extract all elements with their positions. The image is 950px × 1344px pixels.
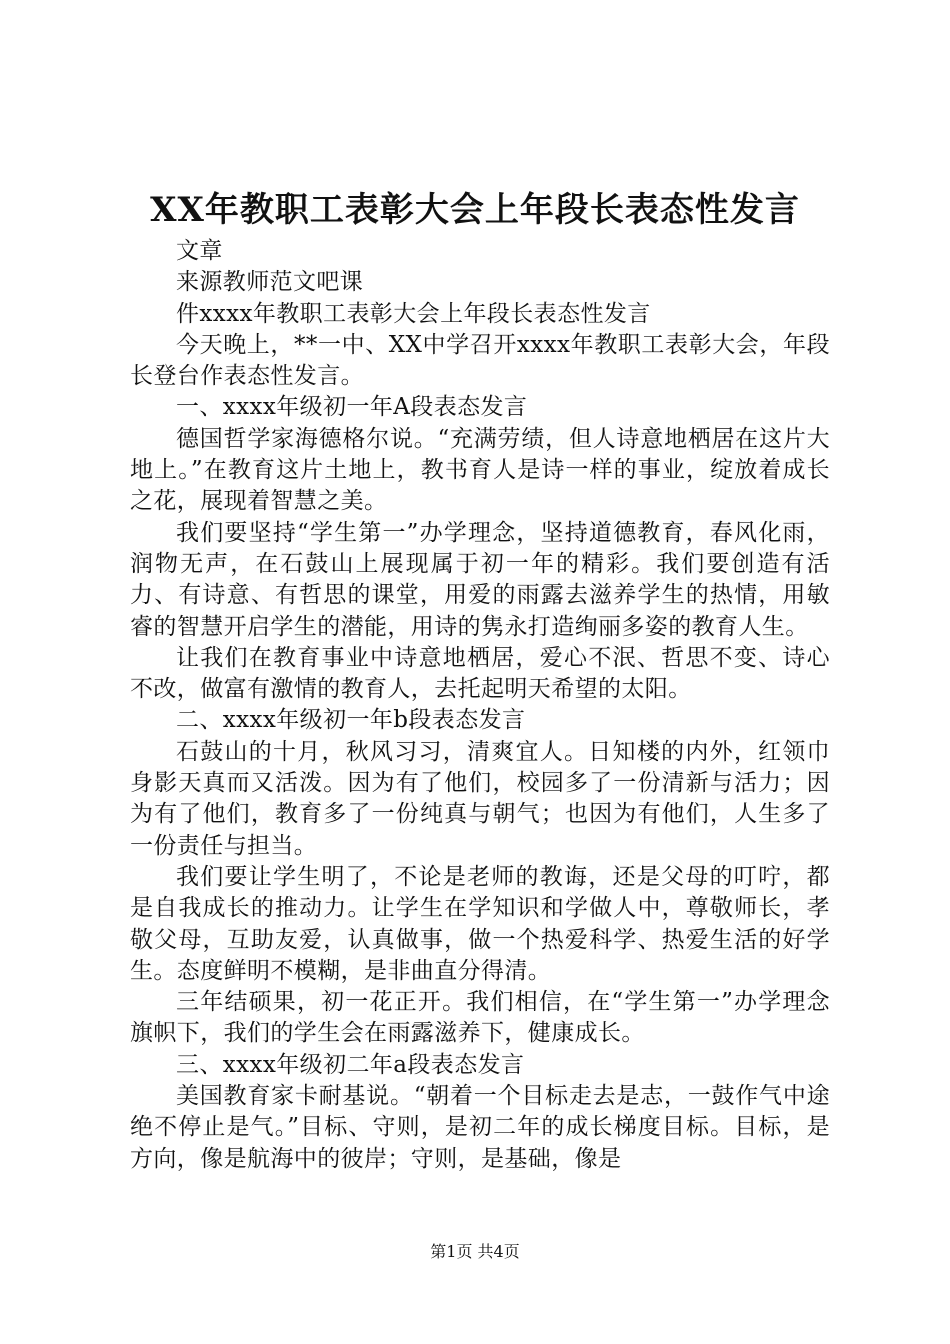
- paragraph: 我们要坚持“学生第一”办学理念，坚持道德教育，春风化雨，润物无声，在石鼓山上展现属于初一年的精彩。我们要创造有活力、有诗意、有哲思的课堂，用爱的雨露去滋养学生的热情，用敏睿的智慧开启学生的潜能，用诗的隽永打造绚丽多姿的教育人生。: [130, 519, 830, 640]
- paragraph: 我们要让学生明了，不论是老师的教诲，还是父母的叮咛，都是自我成长的推动力。让学生在学知识和学做人中，尊敬师长，孝敬父母，互助友爱，认真做事，做一个热爱科学、热爱生活的好学生。态度鲜明不模糊，是非曲直分得清。: [130, 863, 830, 984]
- paragraph: 石鼓山的十月，秋风习习，清爽宜人。日知楼的内外，红领巾身影天真而又活泼。因为有了他们，校园多了一份清新与活力；因为有了他们，教育多了一份纯真与朝气；也因为有他们，人生多了一份责任与担当。: [130, 738, 830, 859]
- paragraph: 来源教师范文吧课: [176, 269, 364, 296]
- paragraph: 今天晚上，**一中、XX中学召开xxxx年教职工表彰大会，年段长登台作表态性发言。: [130, 331, 830, 390]
- document-title: XX年教职工表彰大会上年段长表态性发言: [150, 190, 800, 230]
- paragraph: 美国教育家卡耐基说。“朝着一个目标走去是志，一鼓作气中途绝不停止是气。”目标、守则，是初二年的成长梯度目标。目标，是方向，像是航海中的彼岸；守则，是基础，像是: [130, 1083, 830, 1172]
- paragraph: 德国哲学家海德格尔说。“充满劳绩，但人诗意地栖居在这片大地上。”在教育这片土地上，教书育人是诗一样的事业，绽放着成长之花，展现着智慧之美。: [130, 425, 830, 515]
- paragraph: 三年结硕果，初一花正开。我们相信，在“学生第一”办学理念旗帜下，我们的学生会在雨露滋养下，健康成长。: [130, 989, 830, 1047]
- document-body: [130, 236, 830, 1175]
- section-heading: 二、xxxx年级初一年b段表态发言: [176, 707, 526, 734]
- paragraph: 让我们在教育事业中诗意地栖居，爱心不泯、哲思不变、诗心不改，做富有激情的教育人，去托起明天希望的太阳。: [130, 644, 830, 703]
- paragraph: 件xxxx年教职工表彰大会上年段长表态性发言: [176, 300, 651, 327]
- page-footer: 第1页 共4页: [430, 1242, 520, 1261]
- section-heading: 一、xxxx年级初一年A段表态发言: [176, 394, 528, 421]
- section-heading: 三、xxxx年级初二年a段表态发言: [176, 1051, 525, 1078]
- paragraph: 文章: [176, 238, 223, 264]
